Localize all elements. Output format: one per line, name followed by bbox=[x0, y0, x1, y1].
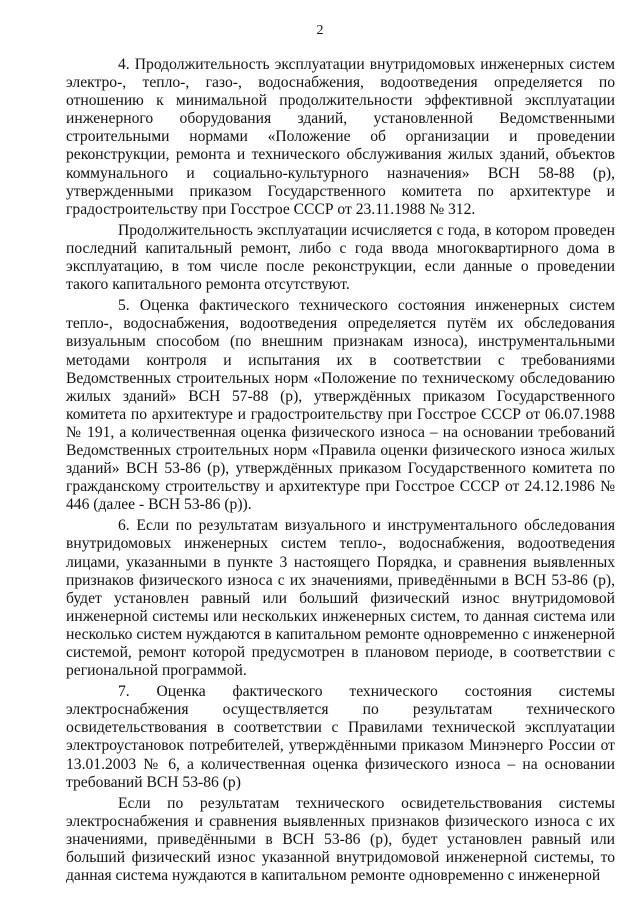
page-number: 2 bbox=[316, 23, 324, 38]
paragraph-6-inspection-results: 6. Если по результатам визуального и инструментального обследования внутридомовых инженерных систем тепло-, водоснабжения, водоотведения лицами, указанными в пункте 3 настоящего Порядка, и сравнения выявленных признаков физического износа с их значениями, приведёнными в ВСН 53-86 (р), будет установлен равный или больший физический износ внутридомовой инженерной системы или нескольких инженерных систем, то данная система или несколько систем нуждаются в капитальном ремонте одновременно с инженерной системой, ремонт которой предусмотрен в плановом периоде, в соответствии с региональной программой. bbox=[66, 517, 615, 680]
paragraph-service-life-calculation: Продолжительность эксплуатации исчисляется с года, в котором проведен последний капитальный ремонт, либо с года ввода многоквартирного дома в эксплуатацию, в том числе после реконструкции, если данные о проведении такого капитального ремонта отсутствуют. bbox=[66, 221, 615, 294]
paragraph-5-condition-assessment: 5. Оценка фактического технического состояния инженерных систем тепло-, водоснабжения, водоотведения определяется путём их обследования визуальным способом (по внешним признакам износа), инструментальными методами контроля и испытания их в соответствии с требованиями Ведомственных строительных норм «Положение по техническому обследованию жилых зданий» ВСН 57-88 (р), утверждённых приказом Государственного комитета по архитектуре и градостроительству при Госстрое СССР от 06.07.1988 № 191, а количественная оценка физического износа – на основании требований Ведомственных строительных норм «Правила оценки физического износа жилых зданий» ВСН 53-86 (р), утверждённых приказом Государственного комитета по гражданскому строительству и архитектуре при Госстрое СССР от 24.12.1986 № 446 (далее - ВСН 53-86 (р)). bbox=[66, 297, 615, 514]
document-body bbox=[66, 56, 615, 885]
paragraph-4-service-life: 4. Продолжительность эксплуатации внутридомовых инженерных систем электро-, тепло-, газо-, водоснабжения, водоотведения определяется по отношению к минимальной продолжительности эффективной эксплуатации инженерного оборудования зданий, установленной Ведомственными строительными нормами «Положение об организации и проведении реконструкции, ремонта и технического обслуживания жилых зданий, объектов коммунального и социально-культурного назначения» ВСН 58-88 (р), утвержденными приказом Государственного комитета по архитектуре и градостроительству при Госстрое СССР от 23.11.1988 № 312. bbox=[66, 56, 615, 218]
paragraph-7-electrical-assessment: 7. Оценка фактического технического состояния системы электроснабжения осуществляется по результатам технического освидетельствования в соответствии с Правилами технической эксплуатации электроустановок потребителей, утверждёнными приказом Минэнерго России от 13.01.2003 № 6, а количественная оценка физического износа – на основании требований ВСН 53-86 (р) bbox=[66, 683, 615, 791]
paragraph-electrical-results: Если по результатам технического освидетельствования системы электроснабжения и сравнения выявленных признаков физического износа с их значениями, приведёнными в ВСН 53-86 (р), будет установлен равный или больший физический износ указанной внутридомовой инженерной системы, то данная система нуждаются в капитальном ремонте одновременно с инженерной bbox=[66, 794, 615, 885]
